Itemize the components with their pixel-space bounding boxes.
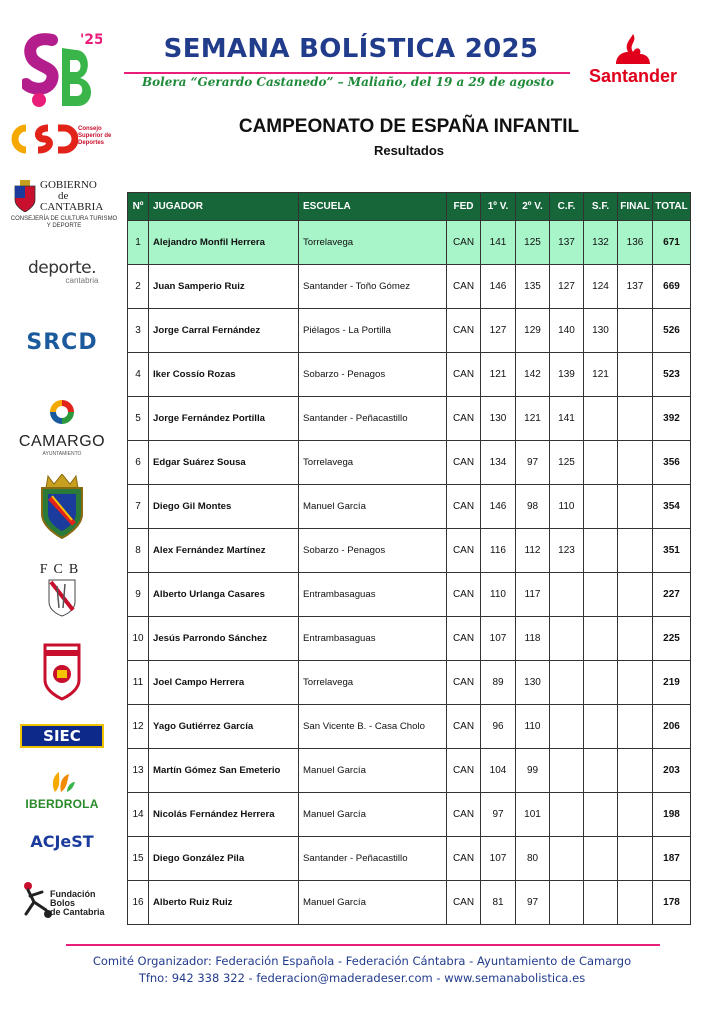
cell-fed: CAN [447, 661, 481, 705]
iberdrola-name: IBERDROLA [25, 797, 99, 811]
cell-player: Alberto Ruiz Ruiz [149, 881, 299, 925]
footer-phone: Tfno: 942 338 322 [138, 971, 245, 985]
cell-total: 392 [653, 397, 691, 441]
header-total: TOTAL [653, 193, 691, 221]
csd-text: Consejo Superior de Deportes [78, 126, 112, 146]
cell-quarterfinal: 139 [550, 353, 584, 397]
cell-final [618, 309, 653, 353]
cell-semifinal [584, 749, 618, 793]
page-title: CAMPEONATO DE ESPAÑA INFANTIL [238, 116, 580, 137]
cell-player: Jesús Parrondo Sánchez [149, 617, 299, 661]
cell-round1: 146 [481, 485, 516, 529]
srcd-name: SRCD [26, 330, 98, 355]
cell-round1: 146 [481, 265, 516, 309]
cell-fed: CAN [447, 221, 481, 265]
page-subtitle: Resultados [373, 143, 445, 158]
cell-fed: CAN [447, 705, 481, 749]
logo-year: '25 [80, 32, 102, 48]
cell-school: Manuel García [299, 749, 447, 793]
footer-web[interactable]: www.semanabolistica.es [444, 971, 586, 985]
cell-quarterfinal: 127 [550, 265, 584, 309]
cell-final: 136 [618, 221, 653, 265]
cell-number: 11 [128, 661, 149, 705]
cell-final [618, 441, 653, 485]
cell-final [618, 529, 653, 573]
cell-school: Sobarzo - Penagos [299, 353, 447, 397]
cell-number: 7 [128, 485, 149, 529]
cell-player: Diego Gil Montes [149, 485, 299, 529]
cell-round2: 117 [516, 573, 550, 617]
cell-round2: 112 [516, 529, 550, 573]
cell-round1: 97 [481, 793, 516, 837]
semana-bolistica-logo [22, 26, 102, 112]
cell-round1: 89 [481, 661, 516, 705]
cell-school: Santander - Peñacastillo [299, 397, 447, 441]
cell-quarterfinal [550, 661, 584, 705]
cell-quarterfinal [550, 881, 584, 925]
club-shield-logo [6, 474, 118, 545]
cell-total: 356 [653, 441, 691, 485]
cell-fed: CAN [447, 485, 481, 529]
cell-number: 15 [128, 837, 149, 881]
siec-logo [6, 724, 118, 748]
fundacion-line1: Fundación [50, 889, 96, 899]
cell-number: 13 [128, 749, 149, 793]
santander-logo [578, 34, 688, 90]
table-row [128, 265, 691, 309]
cell-total: 206 [653, 705, 691, 749]
table-row [128, 397, 691, 441]
fundacion-name [50, 890, 120, 917]
cell-round2: 135 [516, 265, 550, 309]
table-row [128, 485, 691, 529]
table-row [128, 529, 691, 573]
gobierno-name [40, 180, 120, 213]
cell-quarterfinal [550, 617, 584, 661]
gobierno-consejeria: CONSEJERÍA DE CULTURA TURISMO Y DEPORTE [10, 216, 118, 229]
cell-fed: CAN [447, 441, 481, 485]
cell-round1: 107 [481, 617, 516, 661]
table-row [128, 441, 691, 485]
cell-round2: 110 [516, 705, 550, 749]
cell-quarterfinal [550, 837, 584, 881]
iberdrola-logo [6, 770, 118, 811]
cell-semifinal: 130 [584, 309, 618, 353]
cell-total: 187 [653, 837, 691, 881]
cell-player: Nicolás Fernández Herrera [149, 793, 299, 837]
header-final: FINAL [618, 193, 653, 221]
cell-quarterfinal: 110 [550, 485, 584, 529]
siec-name: SIEC [20, 724, 104, 748]
cell-total: 351 [653, 529, 691, 573]
cell-number: 1 [128, 221, 149, 265]
cell-semifinal [584, 793, 618, 837]
cell-quarterfinal: 123 [550, 529, 584, 573]
camargo-sub: AYUNTAMIENTO [42, 451, 82, 457]
cell-fed: CAN [447, 353, 481, 397]
cell-school: Entrambasaguas [299, 573, 447, 617]
cell-round2: 121 [516, 397, 550, 441]
table-row [128, 793, 691, 837]
cell-number: 12 [128, 705, 149, 749]
cell-fed: CAN [447, 529, 481, 573]
cell-number: 3 [128, 309, 149, 353]
cell-player: Juan Samperio Ruiz [149, 265, 299, 309]
csd-icon [8, 122, 78, 156]
cell-semifinal [584, 661, 618, 705]
cell-number: 5 [128, 397, 149, 441]
cell-round1: 116 [481, 529, 516, 573]
cell-total: 523 [653, 353, 691, 397]
cell-round1: 81 [481, 881, 516, 925]
cell-school: Piélagos - La Portilla [299, 309, 447, 353]
footer-separator: - [432, 971, 445, 985]
cell-total: 203 [653, 749, 691, 793]
cell-school: Entrambasaguas [299, 617, 447, 661]
crowned-shield-icon [36, 474, 88, 540]
table-row [128, 837, 691, 881]
cell-player: Jorge Carral Fernández [149, 309, 299, 353]
cell-round2: 98 [516, 485, 550, 529]
cell-school: Santander - Toño Gómez [299, 265, 447, 309]
cell-round2: 97 [516, 441, 550, 485]
cell-semifinal [584, 837, 618, 881]
cell-semifinal [584, 617, 618, 661]
deporte-name: deporte. [28, 258, 96, 278]
table-row [128, 309, 691, 353]
table-row [128, 573, 691, 617]
cell-final [618, 749, 653, 793]
cell-number: 8 [128, 529, 149, 573]
cell-final [618, 353, 653, 397]
cell-number: 2 [128, 265, 149, 309]
results-table [127, 192, 691, 925]
cell-total: 225 [653, 617, 691, 661]
cell-round1: 96 [481, 705, 516, 749]
camargo-name: CAMARGO [18, 433, 106, 450]
cell-semifinal [584, 529, 618, 573]
cell-school: Manuel García [299, 485, 447, 529]
cell-total: 354 [653, 485, 691, 529]
header-semifinal: S.F. [584, 193, 618, 221]
table-row [128, 617, 691, 661]
cell-round2: 101 [516, 793, 550, 837]
gobierno-line3: CANTABRIA [40, 201, 104, 213]
footer-email[interactable]: federacion@maderadeser.com [256, 971, 433, 985]
cell-quarterfinal [550, 793, 584, 837]
cell-semifinal [584, 441, 618, 485]
cell-quarterfinal [550, 705, 584, 749]
cell-school: Torrelavega [299, 661, 447, 705]
cell-number: 14 [128, 793, 149, 837]
cell-semifinal: 132 [584, 221, 618, 265]
cell-final: 137 [618, 265, 653, 309]
cell-school: Santander - Peñacastillo [299, 837, 447, 881]
camargo-club-logo [6, 642, 118, 707]
cell-round2: 130 [516, 661, 550, 705]
cell-fed: CAN [447, 881, 481, 925]
cell-number: 6 [128, 441, 149, 485]
cell-semifinal [584, 881, 618, 925]
cell-round1: 104 [481, 749, 516, 793]
gobierno-line1: GOBIERNO [40, 179, 97, 191]
cell-round2: 125 [516, 221, 550, 265]
cell-number: 16 [128, 881, 149, 925]
header-player: JUGADOR [149, 193, 299, 221]
cell-fed: CAN [447, 397, 481, 441]
cell-semifinal [584, 397, 618, 441]
cell-quarterfinal: 137 [550, 221, 584, 265]
header-round2: 2º V. [516, 193, 550, 221]
camargo-logo [6, 398, 118, 457]
cell-total: 671 [653, 221, 691, 265]
cell-total: 198 [653, 793, 691, 837]
cell-final [618, 573, 653, 617]
cell-fed: CAN [447, 617, 481, 661]
cell-semifinal: 124 [584, 265, 618, 309]
cell-player: Alberto Urlanga Casares [149, 573, 299, 617]
cell-final [618, 881, 653, 925]
cell-final [618, 617, 653, 661]
cell-fed: CAN [447, 837, 481, 881]
cell-final [618, 397, 653, 441]
gobierno-line2: de [58, 190, 69, 202]
cell-quarterfinal: 140 [550, 309, 584, 353]
cell-final [618, 661, 653, 705]
cell-semifinal: 121 [584, 353, 618, 397]
santander-flame-icon [616, 34, 650, 64]
fcb-shield-icon [47, 578, 77, 618]
cell-round1: 130 [481, 397, 516, 441]
deporte-cantabria-logo [6, 258, 118, 285]
header-number: Nº [128, 193, 149, 221]
santander-name: Santander [588, 66, 678, 86]
deporte-sub: cantabria [65, 276, 99, 285]
cell-semifinal [584, 705, 618, 749]
header-round1: 1º V. [481, 193, 516, 221]
header-quarterfinal: C.F. [550, 193, 584, 221]
iberdrola-leaf-icon [47, 770, 77, 792]
fcb-logo [6, 562, 118, 623]
footer-separator: - [244, 971, 257, 985]
table-row [128, 881, 691, 925]
cell-school: San Vicente B. - Casa Cholo [299, 705, 447, 749]
cell-total: 219 [653, 661, 691, 705]
sb-logo-icon [22, 26, 102, 112]
cell-quarterfinal: 141 [550, 397, 584, 441]
event-title: SEMANA BOLÍSTICA 2025 [163, 34, 539, 64]
cell-fed: CAN [447, 309, 481, 353]
cell-school: Manuel García [299, 793, 447, 837]
cell-total: 227 [653, 573, 691, 617]
header-school: ESCUELA [299, 193, 447, 221]
cell-round2: 97 [516, 881, 550, 925]
cantabria-shield-icon [14, 180, 36, 212]
cell-semifinal [584, 485, 618, 529]
table-row [128, 749, 691, 793]
cell-round1: 121 [481, 353, 516, 397]
cell-quarterfinal [550, 749, 584, 793]
cell-round2: 80 [516, 837, 550, 881]
cell-player: Joel Campo Herrera [149, 661, 299, 705]
cell-player: Iker Cossío Rozas [149, 353, 299, 397]
cell-school: Manuel García [299, 881, 447, 925]
srcd-logo [6, 330, 118, 355]
acjest-name: ACJeST [30, 832, 94, 851]
cell-round2: 129 [516, 309, 550, 353]
cell-round2: 118 [516, 617, 550, 661]
cell-number: 4 [128, 353, 149, 397]
fcb-letters: FCB [39, 562, 85, 577]
cell-round2: 142 [516, 353, 550, 397]
cell-final [618, 837, 653, 881]
camargo-icon [48, 398, 76, 426]
cell-final [618, 485, 653, 529]
cell-total: 178 [653, 881, 691, 925]
event-subtitle: Bolera “Gerardo Castanedo” – Maliaño, del 19 a 29 de agosto [142, 75, 554, 89]
fundacion-line2: Bolos [50, 898, 76, 908]
cell-school: Torrelavega [299, 441, 447, 485]
cell-school: Sobarzo - Penagos [299, 529, 447, 573]
cell-number: 10 [128, 617, 149, 661]
table-row [128, 221, 691, 265]
cell-round1: 134 [481, 441, 516, 485]
cell-fed: CAN [447, 573, 481, 617]
camargo-shield-icon [42, 642, 82, 702]
fundacion-line3: de Cantabria [50, 907, 105, 917]
footer-contact [40, 971, 684, 985]
cell-total: 669 [653, 265, 691, 309]
header-fed: FED [447, 193, 481, 221]
table-row [128, 705, 691, 749]
cell-total: 526 [653, 309, 691, 353]
cell-round1: 107 [481, 837, 516, 881]
footer-divider [66, 944, 660, 946]
cell-final [618, 705, 653, 749]
table-row [128, 353, 691, 397]
cell-player: Yago Gutiérrez García [149, 705, 299, 749]
cell-quarterfinal: 125 [550, 441, 584, 485]
cell-player: Alex Fernández Martínez [149, 529, 299, 573]
cell-round2: 99 [516, 749, 550, 793]
cell-player: Martín Gómez San Emeterio [149, 749, 299, 793]
cell-player: Alejandro Monfil Herrera [149, 221, 299, 265]
title-divider [124, 72, 570, 74]
cell-round1: 141 [481, 221, 516, 265]
cell-quarterfinal [550, 573, 584, 617]
cell-round1: 110 [481, 573, 516, 617]
cell-player: Edgar Suárez Sousa [149, 441, 299, 485]
cell-number: 9 [128, 573, 149, 617]
cell-round1: 127 [481, 309, 516, 353]
cell-fed: CAN [447, 749, 481, 793]
cell-player: Diego González Pila [149, 837, 299, 881]
cell-school: Torrelavega [299, 221, 447, 265]
cell-final [618, 793, 653, 837]
results-body [128, 221, 691, 925]
cell-player: Jorge Fernández Portilla [149, 397, 299, 441]
table-header-row [128, 193, 691, 221]
cell-semifinal [584, 573, 618, 617]
table-row [128, 661, 691, 705]
cell-fed: CAN [447, 265, 481, 309]
footer-organizer: Comité Organizador: Federación Española - Federación Cántabra - Ayuntamiento de Camargo [92, 954, 632, 968]
cell-fed: CAN [447, 793, 481, 837]
acjest-logo [6, 832, 118, 851]
